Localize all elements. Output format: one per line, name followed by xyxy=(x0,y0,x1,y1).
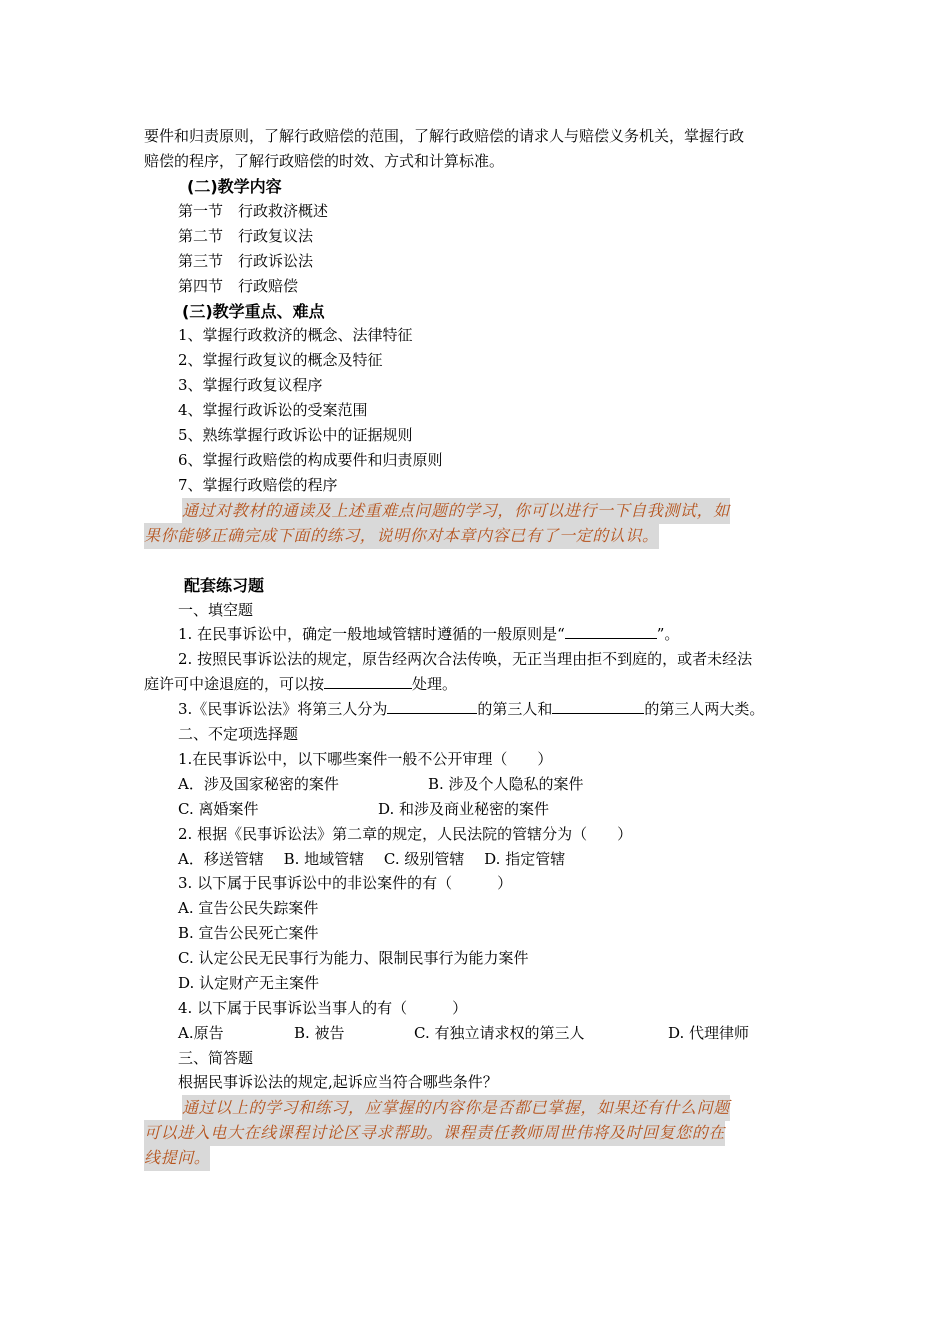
help-note-line-1: 通过以上的学习和练习，应掌握的内容你是否都已掌握，如果还有什么问题 xyxy=(182,1095,730,1121)
answer-blank xyxy=(387,697,477,714)
choice-options-row: A．移送管辖 B. 地域管辖 C. 级别管辖 D. 指定管辖 xyxy=(178,850,566,868)
fill-question-3-text-b: 的第三人和 xyxy=(477,700,553,718)
choice-option: A. 宣告公民失踪案件 xyxy=(178,899,319,917)
short-answer-heading: 三、简答题 xyxy=(178,1049,254,1067)
fill-question-3 xyxy=(178,697,764,722)
fill-question-1-text: 1. 在民事诉讼中，确定一般地域管辖时遵循的一般原则是“ xyxy=(178,625,565,643)
choice-question-4: 4. 以下属于民事诉讼当事人的有（ ） xyxy=(178,999,468,1017)
choice-option: C. 认定公民无民事行为能力、限制民事行为能力案件 xyxy=(178,949,529,967)
content-item: 第一节 行政救济概述 xyxy=(178,202,329,220)
exercises-heading: 配套练习题 xyxy=(184,576,265,595)
choice-option: A．涉及国家秘密的案件 xyxy=(178,775,339,793)
fill-question-1-end: ”。 xyxy=(656,625,680,643)
intro-line-1: 要件和归责原则，了解行政赔偿的范围，了解行政赔偿的请求人与赔偿义务机关，掌握行政 xyxy=(144,127,745,145)
content-item: 第三节 行政诉讼法 xyxy=(178,252,314,270)
choice-option: C. 离婚案件 xyxy=(178,800,259,818)
choice-option: B. 宣告公民死亡案件 xyxy=(178,924,319,942)
choice-option: C. 有独立请求权的第三人 xyxy=(414,1024,585,1042)
fill-question-2-line-1: 2. 按照民事诉讼法的规定，原告经两次合法传唤，无正当理由拒不到庭的，或者未经法 xyxy=(178,650,753,668)
answer-blank xyxy=(324,672,412,689)
fill-question-2-text: 庭许可中途退庭的，可以按 xyxy=(144,675,325,693)
content-item: 第四节 行政赔偿 xyxy=(178,277,299,295)
choice-option: B. 涉及个人隐私的案件 xyxy=(428,775,584,793)
section-heading-content: (二)教学内容 xyxy=(187,177,282,196)
key-point-item: 4、掌握行政诉讼的受案范围 xyxy=(178,401,368,419)
section-heading-key-points: (三)教学重点、难点 xyxy=(182,302,325,321)
fill-question-3-text-a: 3.《民事诉讼法》将第三人分为 xyxy=(178,700,388,718)
fill-question-2-end: 处理。 xyxy=(412,675,458,693)
choice-question-3: 3. 以下属于民事诉讼中的非讼案件的有（ ） xyxy=(178,874,513,892)
choice-question-1: 1.在民事诉讼中，以下哪些案件一般不公开审理（ ） xyxy=(178,750,553,768)
help-note-line-2: 可以进入电大在线课程讨论区寻求帮助。课程责任教师周世伟将及时回复您的在 xyxy=(144,1120,725,1146)
choice-option: B. 被告 xyxy=(294,1024,345,1042)
key-point-item: 7、掌握行政赔偿的程序 xyxy=(178,476,338,494)
intro-line-2: 赔偿的程序，了解行政赔偿的时效、方式和计算标准。 xyxy=(144,152,505,170)
choice-question-2: 2. 根据《民事诉讼法》第二章的规定，人民法院的管辖分为（ ） xyxy=(178,825,633,843)
choice-option: A.原告 xyxy=(178,1024,224,1042)
choice-option: D. 和涉及商业秘密的案件 xyxy=(378,800,550,818)
fill-question-3-text-c: 的第三人两大类。 xyxy=(644,700,765,718)
fill-question-1 xyxy=(178,622,679,647)
choice-heading: 二、不定项选择题 xyxy=(178,725,299,743)
answer-blank xyxy=(552,697,644,714)
choice-option: D. 认定财产无主案件 xyxy=(178,974,320,992)
key-point-item: 6、掌握行政赔偿的构成要件和归责原则 xyxy=(178,451,443,469)
content-item: 第二节 行政复议法 xyxy=(178,227,314,245)
fill-question-2-line-2 xyxy=(144,672,457,697)
choice-option: D. 代理律师 xyxy=(668,1024,750,1042)
key-point-item: 3、掌握行政复议程序 xyxy=(178,376,323,394)
key-point-item: 5、熟练掌握行政诉讼中的证据规则 xyxy=(178,426,413,444)
short-answer-question: 根据民事诉讼法的规定,起诉应当符合哪些条件？ xyxy=(178,1073,498,1091)
fill-blank-heading: 一、填空题 xyxy=(178,601,254,619)
self-test-note-line-1: 通过对教材的通读及上述重难点问题的学习，你可以进行一下自我测试，如 xyxy=(182,498,730,524)
answer-blank xyxy=(565,622,657,639)
key-point-item: 1、掌握行政救济的概念、法律特征 xyxy=(178,326,413,344)
self-test-note-line-2: 果你能够正确完成下面的练习，说明你对本章内容已有了一定的认识。 xyxy=(144,523,659,549)
key-point-item: 2、掌握行政复议的概念及特征 xyxy=(178,351,383,369)
help-note-line-3: 线提问。 xyxy=(144,1145,210,1171)
